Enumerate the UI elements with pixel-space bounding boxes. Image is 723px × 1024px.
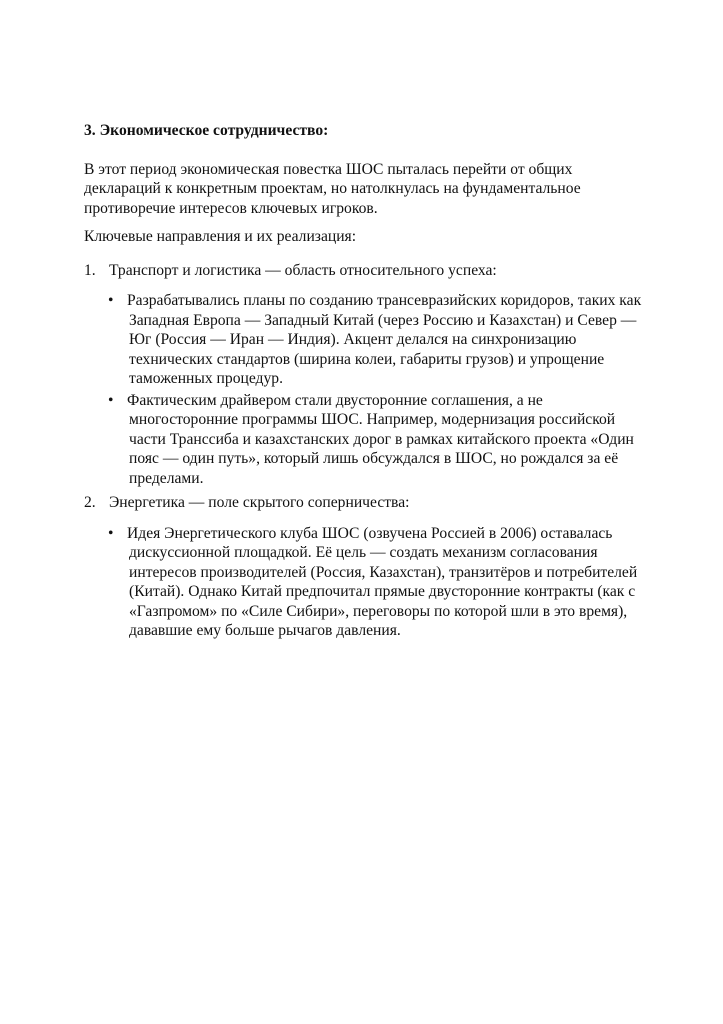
bullet-text: Фактическим драйвером стали двусторонние соглашения, а не многосторонние программы ШОС. Например, модернизация российской части Транссиба и казахстанских дорог в рамках китайского проекта «Один пояс — один путь», который лишь обсуждался в ШОС, но рождался за её пределами. (127, 391, 634, 487)
bullet-text: Идея Энергетического клуба ШОС (озвучена Россией в 2006) оставалась дискуссионной площадкой. Её цель — создать механизм согласования интересов производителей (Россия, Казахстан), транзитёров и потребителей (Китай). Однако Китай предпочитал прямые двусторонние контракты (как с «Газпромом» по «Силе Сибири», переговоры по которой шли в это время), дававшие ему больше рычагов давления. (127, 524, 638, 639)
bullet-icon: • (108, 524, 114, 542)
intro-paragraph: В этот период экономическая повестка ШОС пыталась перейти от общих деклараций к конкретным проектам, но натолкнулась на фундаментальное противоречие интересов ключевых игроков. (84, 160, 581, 217)
bullet-list-1 (84, 291, 644, 488)
section-heading: 3. Экономическое сотрудничество: (84, 122, 329, 139)
numbered-item-1 (84, 261, 644, 281)
item-number: 2. (84, 494, 96, 511)
item-title: Транспорт и логистика — область относительного успеха: (109, 261, 497, 279)
item-number: 1. (84, 261, 96, 279)
list-item (84, 291, 644, 389)
bullet-text: Разрабатывались планы по созданию трансевразийских коридоров, таких как Западная Европа — Западный Китай (через Россию и Казахстан) и Север — Юг (Россия — Иран — Индия). Акцент делался на синхронизацию технических стандартов (ширина колеи, габариты грузов) и упрощение таможенных процедур. (127, 292, 642, 387)
subheading-paragraph: Ключевые направления и их реализация: (84, 228, 357, 245)
bullet-icon: • (108, 391, 114, 409)
numbered-item-2 (84, 493, 644, 513)
bullet-icon: • (108, 292, 114, 309)
document-content (84, 121, 644, 646)
bullet-list-2 (84, 524, 644, 641)
item-title: Энергетика — поле скрытого соперничества: (109, 494, 410, 511)
list-item (84, 391, 644, 489)
list-item (84, 524, 644, 641)
